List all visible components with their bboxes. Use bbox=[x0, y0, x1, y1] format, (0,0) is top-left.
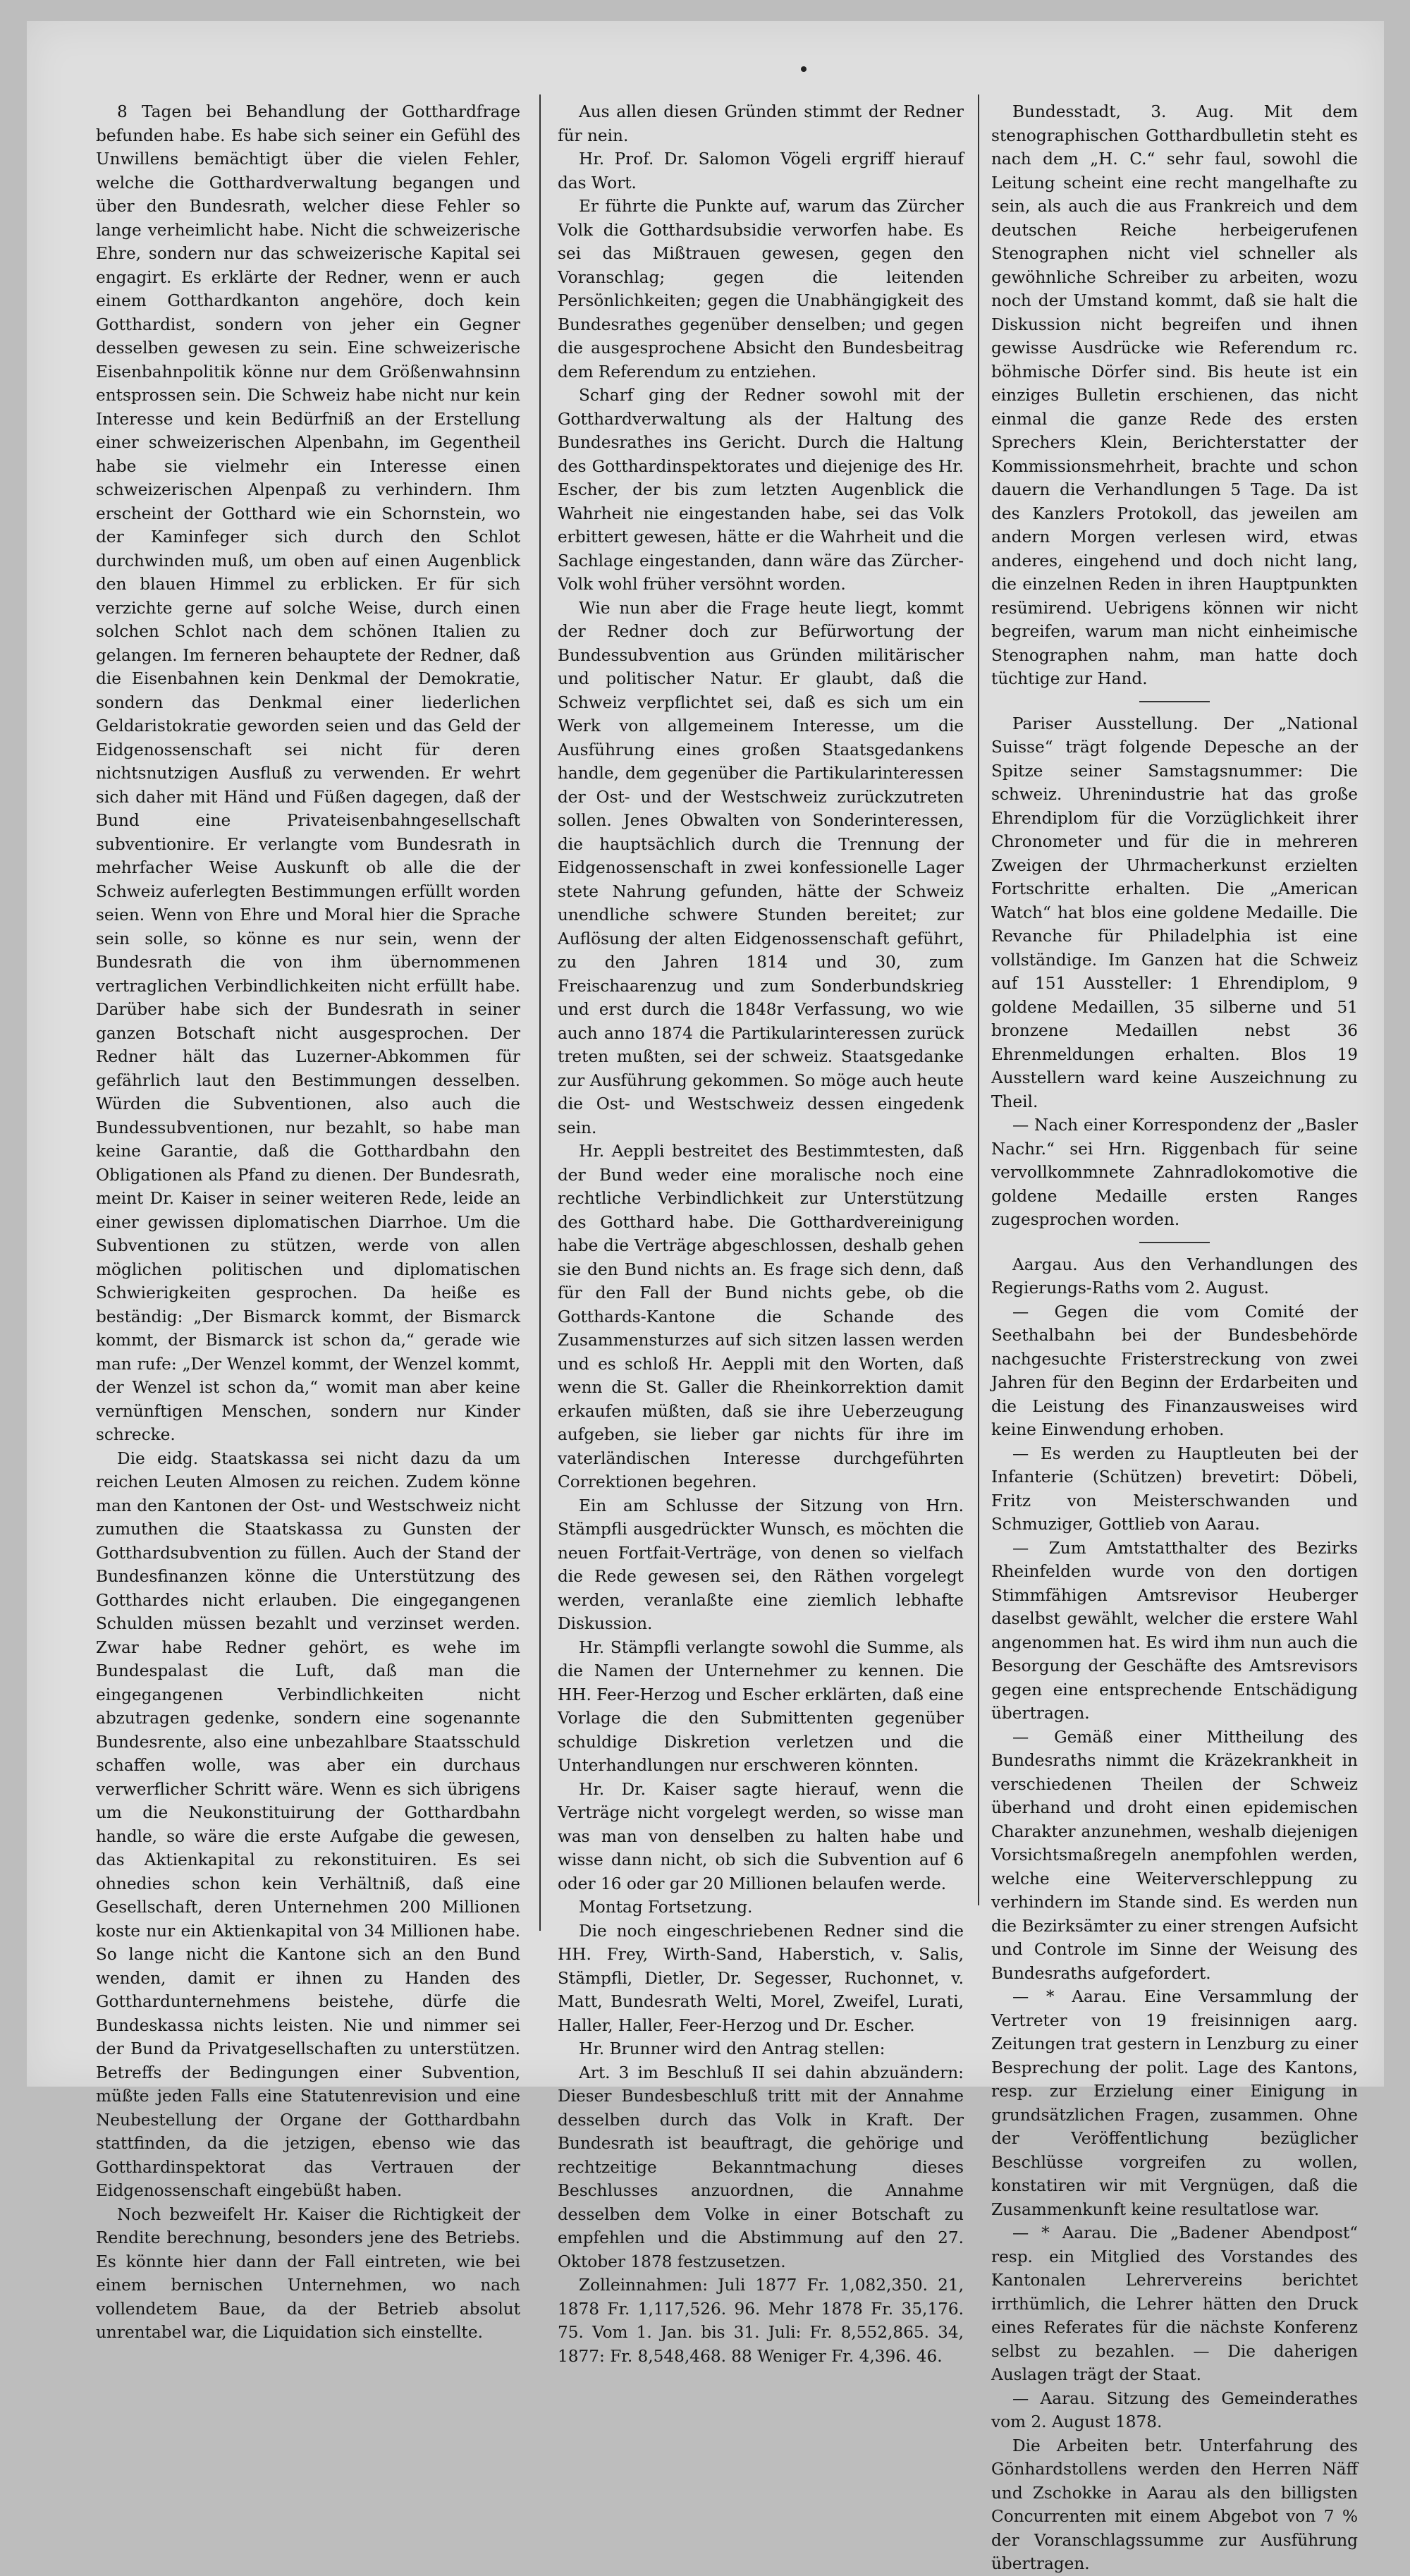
middle-para-14: Zolleinnahmen: Juli 1877 Fr. 1,082,350. 21, 1878 Fr. 1,117,526. 96. Mehr 1878 Fr. 35,176. 75. Vom 1. Jan. bis 31. Juli: Fr. 8,552,865. 34, 1877: Fr. 8,548,468. 88 Weniger Fr. 4,396. 46. bbox=[558, 2276, 964, 2366]
middle-para-12: Hr. Brunner wird den Antrag stellen: bbox=[579, 2039, 885, 2058]
right-para-10: — * Aarau. Die „Badener Abendpost“ resp. ein Mitglied des Vorstandes des Kantonalen Lehrervereins berichtet irrthümlich, die Lehrer hätten den Druck eines Referates für die nächste Konferenz selbst zu bezahlen. — Die daherigen Auslagen trägt der Staat. bbox=[991, 2223, 1358, 2384]
middle-para-9: Hr. Dr. Kaiser sagte hierauf, wenn die Verträge nicht vorgelegt werden, so wisse man was man von denselben zu halten habe und wisse dann nicht, ob sich die Subvention auf 6 oder 16 oder gar 20 Millionen belaufen werde. bbox=[558, 1779, 964, 1893]
page-top-dot bbox=[801, 66, 807, 72]
left-para-1: 8 Tagen bei Behandlung der Gotthardfrage befunden habe. Es habe sich seiner ein Gefühl des Unwillens bemächtigt über die vielen Fehler, welche die Gotthardverwaltung begangen und über den Bundesrath, welcher diese Fehler so lange verheimlicht habe. Nicht die schweizerische Ehre, sondern nur das schweizerische Kapital sei engagirt. Es erklärte der Redner, wenn er auch einem Gotthardkanton angehöre, doch kein Gotthardist, sondern von jeher ein Gegner desselben gewesen zu sein. Eine schweizerische Eisenbahnpolitik könne nur dem Größenwahnsinn entsprossen sein. Die Schweiz habe nicht nur kein Interesse und kein Bedürfniß an der Erstellung einer schweizerischen Alpenbahn, im Gegentheil habe sie vielmehr ein Interesse einen schweizerischen Alpenpaß zu verhindern. Ihm erscheint der Gotthard wie ein Schornstein, wo der Kaminfeger sich durch den Schlot durchwinden muß, um oben auf einen Augenblick den blauen Himmel zu erblicken. Er für sich verzichte gerne auf solche Weise, durch einen solchen Schlot nach dem schönen Italien zu gelangen. Im ferneren behauptete der Redner, daß die Eisenbahnen kein Denkmal der Demokratie, sondern das Denkmal einer liederlichen Geldaristokratie geworden seien und das Geld der Eidgenossenschaft sei nicht für deren nichtsnutzigen Ausfluß zu verwenden. Er wehrt sich daher mit Händ und Füßen dagegen, daß der Bund eine Privateisenbahngesellschaft subventionire. Er verlangte vom Bundesrath in mehrfacher Weise Auskunft ob alle die der Schweiz auferlegten Bestimmungen erfüllt worden seien. Wenn von Ehre und Moral hier die Sprache sein solle, so könne es nur sein, wenn der Bundesrath die von ihm übernommenen vertraglichen Verbindlichkeiten nicht erfüllt habe. Darüber habe sich der Bundesrath in seiner ganzen Botschaft nicht ausgesprochen. Der Redner hält das Luzerner-Abkommen für gefährlich laut den Bestimmungen desselben. Würden die Subventionen, also auch die Bundessubventionen, nur bezahlt, so habe man keine Garantie, daß die Gotthardbahn den Obligationen als Pfand zu dienen. Der Bundesrath, meint Dr. Kaiser in seiner weiteren Rede, leide an einer gewissen diplomatischen Diarrhoe. Um die Subventionen zu stützen, werde von allen möglichen politischen und diplomatischen Schwierigkeiten gesprochen. Da heiße es beständig: „Der Bismarck kommt, der Bismarck kommt, der Bismarck ist schon da,“ gerade wie man rufe: „Der Wenzel kommt, der Wenzel kommt, der Wenzel ist schon da,“ womit man aber keine vernünftigen Menschen, sondern nur Kinder schrecke. bbox=[96, 102, 520, 1444]
newspaper-page bbox=[27, 21, 1384, 2573]
column-divider-2 bbox=[978, 94, 979, 1905]
middle-para-13: Art. 3 im Beschluß II sei dahin abzuändern: Dieser Bundesbeschluß tritt mit der Annahme desselben durch das Volk in Kraft. Der Bundesrath ist beauftragt, die gehörige und rechtzeitige Bekanntmachung dieses Beschlusses anzuordnen, die Annahme desselben dem Volke in einer Botschaft zu empfehlen und die Abstimmung auf den 27. Oktober 1878 festzusetzen. bbox=[558, 2063, 964, 2271]
middle-para-6: Hr. Aeppli bestreitet des Bestimmtesten, daß der Bund weder eine moralische noch eine rechtliche Verbindlichkeit zur Unterstützung des Gotthard habe. Die Gotthardvereinigung habe die Verträge abgeschlossen, deshalb gehen sie den Bund nichts an. Es frage sich denn, daß für den Fall der Bund nichts gebe, ob die Gotthards-Kantone die Schande des Zusammensturzes auf sich sitzen lassen werden und es schloß Hr. Aeppli mit den Worten, daß wenn die St. Galler die Rheinkorrektion damit erkaufen müßten, daß sie ihre Ueberzeugung aufgeben, sie lieber gar nichts für ihre im vaterländischen Interesse durchgeführten Correktionen begehren. bbox=[558, 1142, 964, 1491]
column-right bbox=[991, 100, 1358, 2573]
middle-para-3: Er führte die Punkte auf, warum das Zürcher Volk die Gotthardsubsidie verworfen habe. Es sei das Mißtrauen gewesen, gegen den Voranschlag; gegen die leitenden Persönlichkeiten; gegen die Unabhängigkeit des Bundesrathes gegenüber denselben; und gegen die ausgesprochene Absicht den Bundesbeitrag dem Referendum zu entziehen. bbox=[558, 197, 964, 381]
middle-para-2: Hr. Prof. Dr. Salomon Vögeli ergriff hierauf das Wort. bbox=[558, 149, 964, 193]
right-para-5: — Gegen die vom Comité der Seethalbahn bei der Bundesbehörde nachgesuchte Fristerstreckung von zwei Jahren für den Beginn der Erdarbeiten und die Leistung des Finanzausweises wird keine Einwendung erhoben. bbox=[991, 1302, 1358, 1439]
section-separator-2 bbox=[1139, 1242, 1210, 1243]
left-para-2: Die eidg. Staatskassa sei nicht dazu da um reichen Leuten Almosen zu reichen. Zudem könne man den Kantonen der Ost- und Westschweiz nicht zumuthen die Staatskassa zu Gunsten der Gotthardsubvention zu füllen. Auch der Stand der Bundesfinanzen könne die Unterstützung des Gotthardes nicht erlauben. Die eingegangenen Schulden müssen bezahlt und verzinset werden. Zwar habe Redner gehört, es wehe im Bundespalast die Luft, daß man die eingegangenen Verbindlichkeiten nicht abzutragen gedenke, sondern eine sogenannte Bundesrente, also eine unbezahlbare Staatsschuld schaffen wolle, was aber ein durchaus verwerflicher Schritt wäre. Wenn es sich übrigens um die Neukonstituirung der Gotthardbahn handle, so wäre die erste Aufgabe die gewesen, das Aktienkapital zu rekonstituiren. Es sei ohnedies schon kein Verhältniß, daß eine Gesellschaft, deren Unternehmen 200 Millionen koste nur ein Aktienkapital von 34 Millionen habe. So lange nicht die Kantone sich an den Bund wenden, damit er ihnen zu Handen des Gotthardunternehmens beistehe, dürfe die Bundeskassa nichts leisten. Nie und nimmer sei der Bund da Privatgesellschaften zu unterstützen. Betreffs der Bedingungen einer Subvention, müßte jeden Falls eine Statutenrevision und eine Neubestellung der Organe der Gotthardbahn stattfinden, da die jetzigen, ebenso wie das Gotthardinspektorat das Vertrauen der Eidgenossenschaft eingebüßt haben. bbox=[96, 1448, 520, 2200]
left-para-3: Noch bezweifelt Hr. Kaiser die Richtigkeit der Rendite berechnung, besonders jene des Betriebs. Es könnte hier dann der Fall eintreten, wie bei einem bernischen Unternehmen, wo nach vollendetem Baue, da der Betrieb absolut unrentabel war, die Liquidation sich einstellte. bbox=[96, 2204, 520, 2342]
middle-para-8: Hr. Stämpfli verlangte sowohl die Summe, als die Namen der Unternehmer zu kennen. Die HH. Feer-Herzog und Escher erklärten, daß eine Vorlage die den Submittenten gegenüber schuldige Diskretion verletzen und die Unterhandlungen nur erschweren könnten. bbox=[558, 1637, 964, 1775]
right-para-12: Die Arbeiten betr. Unterfahrung des Gönhardstollens werden den Herren Näff und Zschokke in Aarau als den billigsten Concurrenten mit einem Abgebot von 7 % der Voranschlagssumme zur Ausführung übertragen. bbox=[991, 2436, 1358, 2573]
middle-para-10: Montag Fortsetzung. bbox=[579, 1898, 753, 1917]
column-divider-1 bbox=[539, 94, 541, 1931]
right-para-4: Aargau. Aus den Verhandlungen des Regierungs-Raths vom 2. August. bbox=[991, 1255, 1358, 1298]
column-left bbox=[96, 100, 520, 2342]
middle-para-1: Aus allen diesen Gründen stimmt der Redner für nein. bbox=[558, 102, 964, 145]
right-para-9: — * Aarau. Eine Versammlung der Vertreter von 19 freisinnigen aarg. Zeitungen trat gestern in Lenzburg zu einer Besprechung der polit. Lage des Kantons, resp. zur Erzielung einer Einigung in grundsätzlichen Fragen, zusammen. Ohne der Veröffentlichung bezüglicher Beschlüsse vorgreifen zu wollen, konstatiren wir mit Vergnügen, daß die Zusammenkunft keine resultatlose war. bbox=[991, 1987, 1358, 2219]
middle-para-5: Wie nun aber die Frage heute liegt, kommt der Redner doch zur Befürwortung der Bundessubvention aus Gründen militärischer und politischer Natur. Er glaubt, daß die Schweiz verpflichtet sei, daß es sich um ein Werk von allgemeinem Interesse, um die Ausführung eines großen Staatsgedankens handle, dem gegenüber die Partikularinteressen der Ost- und der Westschweiz zurückzutreten sollen. Jenes Obwalten von Sonderinteressen, die hauptsächlich durch die Trennung der Eidgenossenschaft in zwei konfessionelle Lager stete Nahrung gefunden, hätte der Schweiz unendliche schwere Stunden bereitet; zur Auflösung der alten Eidgenossenschaft geführt, zu den Jahren 1814 und 30, zum Freischaarenzug und zum Sonderbundskrieg und erst durch die 1848r Verfassung, wo wie auch anno 1874 die Partikularinteressen zurück treten mußten, sei der schweiz. Staatsgedanke zur Ausführung gekommen. So möge auch heute die Ost- und Westschweiz dessen eingedenk sein. bbox=[558, 598, 964, 1137]
right-para-3: — Nach einer Korrespondenz der „Basler Nachr.“ sei Hrn. Riggenbach für seine vervollkommnete Zahnradlokomotive die goldene Medaille ersten Ranges zugesprochen worden. bbox=[991, 1116, 1358, 1229]
right-para-11: — Aarau. Sitzung des Gemeinderathes vom 2. August 1878. bbox=[991, 2388, 1358, 2431]
right-para-8: — Gemäß einer Mittheilung des Bundesraths nimmt die Kräzekrankheit in verschiedenen Theilen der Schweiz überhand und droht einen epidemischen Charakter anzunehmen, weshalb diejenigen Vorsichtsmaßregeln anempfohlen werden, welche eine Weiterverschleppung zu verhindern im Stande sind. Es werden nun die Bezirksämter zu einer strengen Aufsicht und Controle im Sinne der Weisung des Bundesraths aufgefordert. bbox=[991, 1727, 1358, 1983]
middle-para-7: Ein am Schlusse der Sitzung von Hrn. Stämpfli ausgedrückter Wunsch, es möchten die neuen Fortfait-Verträge, von denen so vielfach die Rede gewesen sei, den Räthen vorgelegt werden, veranlaßte eine ziemlich lebhafte Diskussion. bbox=[558, 1496, 964, 1633]
section-separator-1 bbox=[1139, 701, 1210, 702]
middle-para-11: Die noch eingeschriebenen Redner sind die HH. Frey, Wirth-Sand, Haberstich, v. Salis, Stämpfli, Dietler, Dr. Segesser, Ruchonnet, v. Matt, Bundesrath Welti, Morel, Zweifel, Lurati, Haller, Haller, Feer-Herzog und Dr. Escher. bbox=[558, 1921, 964, 2035]
right-para-1: Bundesstadt, 3. Aug. Mit dem stenographischen Gotthardbulletin steht es nach dem „H. C.“ sehr faul, sowohl die Leitung scheint eine recht mangelhafte zu sein, als auch die aus Frankreich und dem deutschen Reiche herbeigerufenen Stenographen nicht viel schneller als gewöhnliche Schreiber zu arbeiten, wozu noch der Umstand kommt, daß sie halt die Diskussion nicht begreifen und ihnen gewisse Ausdrücke wie Referendum rc. böhmische Dörfer sind. Bis heute ist ein einziges Bulletin erschienen, das nicht einmal die ganze Rede des ersten Sprechers Klein, Berichterstatter der Kommissionsmehrheit, brachte und schon dauern die Verhandlungen 5 Tage. Da ist des Kanzlers Protokoll, das jeweilen am andern Morgen verlesen wird, etwas anderes, eingehend und doch nicht lang, die einzelnen Reden in ihren Hauptpunkten resümirend. Uebrigens können wir nicht begreifen, warum man nicht einheimische Stenographen nahm, man hatte doch tüchtige zur Hand. bbox=[991, 102, 1358, 688]
right-para-6: — Es werden zu Hauptleuten bei der Infanterie (Schützen) brevetirt: Döbeli, Fritz von Meisterschwanden und Schmuziger, Gottlieb von Aarau. bbox=[991, 1443, 1358, 1534]
right-para-2: Pariser Ausstellung. Der „National Suisse“ trägt folgende Depesche an der Spitze seiner Samstagsnummer: Die schweiz. Uhrenindustrie hat das große Ehrendiplom für die Vorzüglichkeit ihrer Chronometer und für die in mehreren Zweigen der Uhrmacherkunst erzielten Fortschritte erhalten. Die „American Watch“ hat blos eine goldene Medaille. Die Revanche für Philadelphia ist eine vollständige. Im Ganzen hat die Schweiz auf 151 Aussteller: 1 Ehrendiplom, 9 goldene Medaillen, 35 silberne und 51 bronzene Medaillen nebst 36 Ehrenmeldungen erhalten. Blos 19 Ausstellern ward keine Auszeichnung zu Theil. bbox=[991, 714, 1358, 1111]
middle-para-4: Scharf ging der Redner sowohl mit der Gotthardverwaltung als der Haltung des Bundesrathes ins Gericht. Durch die Haltung des Gotthardinspektorates und diejenige des Hr. Escher, der bis zum letzten Augenblick die Wahrheit nie eingestanden habe, sei das Volk erbittert gewesen, hätte er die Wahrheit und die Sachlage eingestanden, dann wäre das Zürcher-Volk wohl früher versöhnt worden. bbox=[558, 386, 964, 594]
right-para-7: — Zum Amtstatthalter des Bezirks Rheinfelden wurde von den dortigen Stimmfähigen Amtsrevisor Heuberger daselbst gewählt, welcher die erstere Wahl angenommen hat. Es wird ihm nun auch die Besorgung der Geschäfte des Amtsrevisors gegen eine entsprechende Entschädigung übertragen. bbox=[991, 1538, 1358, 1723]
column-middle bbox=[558, 100, 964, 2366]
